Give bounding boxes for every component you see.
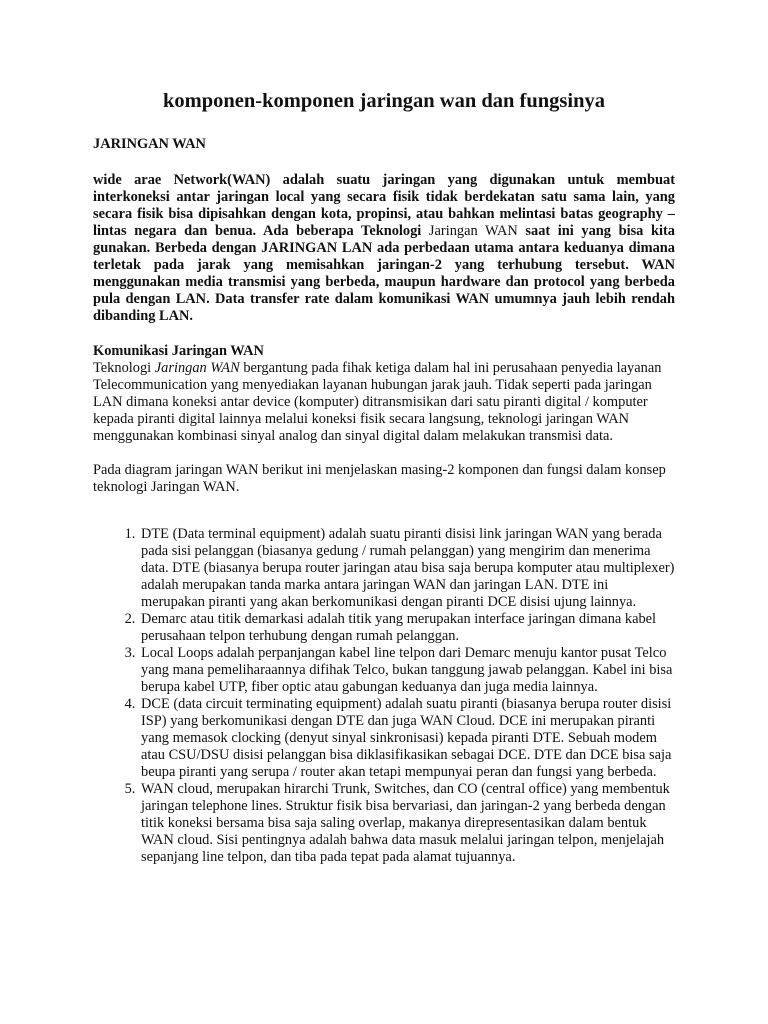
- komunikasi-paragraph: [93, 360, 675, 445]
- list-item: 4. DCE (data circuit terminating equipment) adalah suatu piranti (biasanya berupa router disisi ISP) yang berkomunikasi dengan DTE dan juga WAN Cloud. DCE ini merupakan piranti yang memasok clocking (denyut sinyal sinkronisasi) kepada piranti DTE. Sebuah modem atau CSU/DSU disisi pelanggan bisa diklasifikasikan sebagai DCE. DTE dan DCE bisa saja beupa piranti yang serupa / router akan tetapi mempunyai peran dan fungsi yang berbeda.: [139, 696, 675, 781]
- komunikasi-text-b: bergantung pada fihak ketiga dalam hal ini perusahaan penyedia layanan Telecommunication yang menyediakan layanan hubungan jarak jauh. Tidak seperti pada jaringan LAN dimana koneksi antar device (komputer) ditransmisikan dari satu piranti digital / komputer kepada piranti digital lainnya melalui koneksi fisik secara langsung, teknologi jaringan WAN menggunakan kombinasi sinyal analog dan sinyal digital dalam melakukan transmisi data.: [93, 360, 662, 444]
- list-item: 1. DTE (Data terminal equipment) adalah suatu piranti disisi link jaringan WAN yang berada pada sisi pelanggan (biasanya gedung / rumah pelanggan) yang mengirim dan menerima data. DTE (biasanya berupa router jaringan atau bisa saja berupa komputer atau multiplexer) adalah merupakan tanda marka antara jaringan WAN dan jaringan LAN. DTE ini merupakan piranti yang akan berkomunikasi dengan piranti DCE disisi ujung lainnya.: [139, 526, 675, 611]
- komunikasi-text-italic: Jaringan WAN: [154, 360, 240, 376]
- intro-text-c: saat ini yang bisa kita gunakan. Berbeda dengan JARINGAN LAN ada perbedaan utama antara keduanya dimana terletak pada jarak yang memisahkan jaringan-2 yang terhubung tersebut. WAN menggunakan media transmisi yang berbeda, maupun hardware dan protocol yang berbeda pula dengan LAN. Data transfer rate dalam komunikasi WAN umumnya jauh lebih rendah dibanding LAN.: [93, 223, 675, 324]
- intro-text-b: Jaringan WAN: [428, 223, 518, 239]
- section-heading-jaringan-wan: JARINGAN WAN: [93, 136, 206, 152]
- diagram-paragraph: Pada diagram jaringan WAN berikut ini menjelaskan masing-2 komponen dan fungsi dalam konsep teknologi Jaringan WAN.: [93, 462, 666, 495]
- section-heading-komunikasi: Komunikasi Jaringan WAN: [93, 343, 264, 359]
- komunikasi-text-a: Teknologi: [93, 360, 152, 376]
- list-item: 3. Local Loops adalah perpanjangan kabel line telpon dari Demarc menuju kantor pusat Telco yang mana pemeliharaannya difihak Telco, bukan tanggung jawab pelanggan. Kabel ini bisa berupa kabel UTP, fiber optic atau gabungan keduanya dan juga media lainnya.: [139, 645, 675, 696]
- intro-text-a: wide arae Network(WAN) adalah suatu jaringan yang digunakan untuk membuat interkoneksi antar jaringan local yang secara fisik tidak berdekatan satu sama lain, yang secara fisik bisa dipisahkan dengan kota, propinsi, atau bahkan melintasi batas geography – lintas negara dan benua. Ada beberapa Teknologi: [93, 172, 675, 239]
- list-item: 5. WAN cloud, merupakan hirarchi Trunk, Switches, dan CO (central office) yang membentuk jaringan telephone lines. Struktur fisik bisa bervariasi, dan jaringan-2 yang berbeda dengan titik koneksi bersama bisa saja saling overlap, makanya direpresentasikan dalam bentuk WAN cloud. Sisi pentingnya adalah bahwa data masuk melalui jaringan telpon, menjelajah sepanjang line telpon, dan tiba pada tepat pada alamat tujuannya.: [139, 781, 675, 866]
- list-item: 2. Demarc atau titik demarkasi adalah titik yang merupakan interface jaringan dimana kabel perusahaan telpon terhubung dengan rumah pelanggan.: [139, 611, 675, 645]
- document-title: komponen-komponen jaringan wan dan fungsinya: [162, 90, 606, 112]
- intro-paragraph: [93, 172, 675, 325]
- component-list: [93, 526, 675, 866]
